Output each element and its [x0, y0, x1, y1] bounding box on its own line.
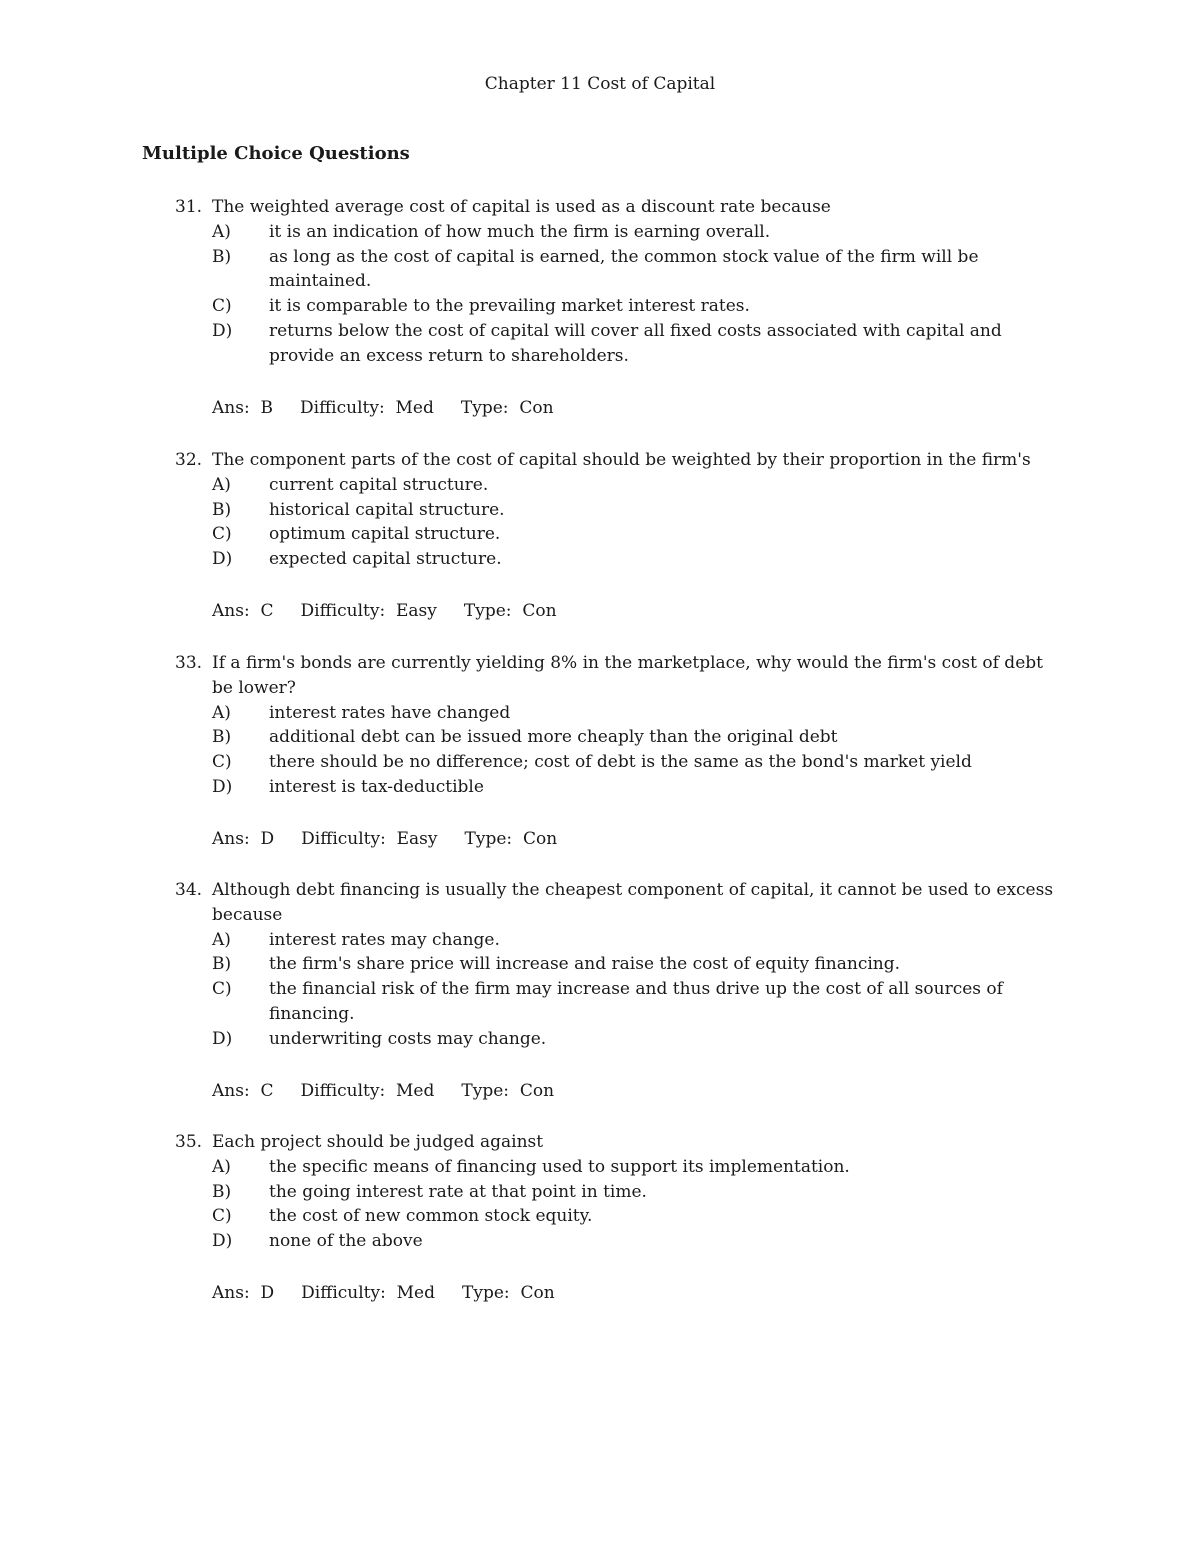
option-letter: D)	[212, 549, 233, 570]
ans-label: Ans:	[212, 1282, 250, 1303]
option-text: interest rates have changed	[269, 702, 511, 723]
question-number: 34.	[175, 880, 203, 900]
option-a	[212, 701, 1065, 726]
option-text: it is comparable to the prevailing market interest rates.	[269, 296, 750, 317]
option-text: none of the above	[269, 1231, 423, 1252]
ans-label: Ans:	[212, 828, 250, 849]
ans-value: B	[260, 397, 273, 418]
answer-line	[212, 396, 1065, 421]
option-b	[212, 725, 1065, 750]
ans-value: D	[260, 828, 275, 849]
type-label: Type:	[460, 397, 509, 418]
option-letter: B)	[212, 727, 232, 748]
option-a	[212, 473, 1065, 498]
type-label: Type:	[463, 600, 512, 621]
option-letter: A)	[212, 702, 231, 723]
option-letter: B)	[212, 1181, 232, 1202]
options-list	[212, 928, 1065, 1052]
question-31	[175, 195, 1065, 420]
options-list	[212, 220, 1065, 369]
difficulty-value: Easy	[396, 828, 438, 849]
option-letter: A)	[212, 1156, 231, 1177]
option-text: there should be no difference; cost of debt is the same as the bond's market yield	[269, 752, 972, 773]
option-text: historical capital structure.	[269, 499, 505, 520]
chapter-title: Chapter 11 Cost of Capital	[484, 74, 716, 94]
option-text: returns below the cost of capital will cover all fixed costs associated with capital and provide an excess return to shareholders.	[269, 320, 1002, 366]
question-text: If a firm's bonds are currently yielding 8% in the marketplace, why would the firm's cost of debt be lower?	[212, 653, 1043, 698]
option-text: additional debt can be issued more cheaply than the original debt	[269, 727, 838, 748]
difficulty-value: Easy	[396, 600, 437, 621]
question-number: 31.	[175, 197, 203, 217]
option-letter: C)	[212, 524, 232, 545]
options-list	[212, 701, 1065, 800]
question-text: Although debt financing is usually the cheapest component of capital, it cannot be used to excess because	[212, 880, 1054, 925]
option-b	[212, 245, 1065, 295]
question-number: 35.	[175, 1132, 203, 1152]
type-value: Con	[522, 828, 558, 849]
option-text: current capital structure.	[269, 474, 489, 495]
option-letter: A)	[212, 221, 231, 242]
option-letter: C)	[212, 1206, 232, 1227]
difficulty-label: Difficulty:	[301, 828, 386, 849]
option-text: underwriting costs may change.	[269, 1028, 547, 1049]
section-heading: Multiple Choice Questions	[142, 143, 410, 164]
option-c	[212, 750, 1065, 775]
type-label: Type:	[462, 1282, 510, 1303]
difficulty-label: Difficulty:	[300, 1080, 386, 1101]
option-text: the specific means of financing used to support its implementation.	[269, 1156, 850, 1177]
ans-value: C	[260, 600, 274, 621]
option-c	[212, 294, 1065, 319]
difficulty-value: Med	[395, 397, 434, 418]
options-list	[212, 473, 1065, 572]
options-list	[212, 1155, 1065, 1254]
option-d	[212, 547, 1065, 572]
ans-label: Ans:	[212, 600, 250, 621]
option-letter: A)	[212, 929, 231, 950]
option-text: interest rates may change.	[269, 929, 500, 950]
option-letter: B)	[212, 246, 232, 267]
option-text: as long as the cost of capital is earned, the common stock value of the firm will be maintained.	[269, 246, 979, 292]
option-b	[212, 952, 1065, 977]
option-text: the financial risk of the firm may increase and thus drive up the cost of all sources of financing.	[269, 979, 1003, 1024]
option-letter: D)	[212, 776, 233, 797]
question-33	[175, 651, 1065, 852]
question-text: Each project should be judged against	[212, 1132, 544, 1152]
option-b	[212, 498, 1065, 523]
question-number: 32.	[175, 450, 203, 470]
option-c	[212, 977, 1065, 1027]
question-35	[175, 1130, 1065, 1306]
type-value: Con	[519, 397, 554, 418]
answer-line	[212, 1281, 1065, 1306]
option-letter: C)	[212, 296, 232, 317]
type-value: Con	[522, 600, 557, 621]
difficulty-label: Difficulty:	[300, 600, 386, 621]
answer-line	[212, 1079, 1065, 1104]
type-value: Con	[520, 1282, 555, 1303]
ans-value: C	[260, 1080, 274, 1101]
question-text: The weighted average cost of capital is used as a discount rate because	[212, 197, 831, 217]
answer-line	[212, 599, 1065, 624]
option-text: the firm's share price will increase and raise the cost of equity financing.	[269, 954, 901, 975]
option-text: it is an indication of how much the firm is earning overall.	[269, 221, 771, 242]
type-value: Con	[519, 1080, 555, 1101]
option-text: the going interest rate at that point in time.	[269, 1181, 647, 1202]
option-c	[212, 522, 1065, 547]
difficulty-label: Difficulty:	[300, 397, 385, 418]
option-letter: B)	[212, 954, 232, 975]
option-a	[212, 220, 1065, 245]
option-letter: C)	[212, 752, 232, 773]
option-a	[212, 928, 1065, 953]
answer-line	[212, 827, 1065, 852]
option-letter: C)	[212, 979, 232, 1000]
option-text: the cost of new common stock equity.	[269, 1206, 593, 1227]
difficulty-label: Difficulty:	[301, 1282, 386, 1303]
option-b	[212, 1180, 1065, 1205]
question-number: 33.	[175, 653, 203, 673]
question-34	[175, 878, 1065, 1103]
option-letter: A)	[212, 474, 231, 495]
option-text: expected capital structure.	[269, 549, 502, 570]
option-text: optimum capital structure.	[269, 524, 501, 545]
option-d	[212, 319, 1065, 369]
option-d	[212, 775, 1065, 800]
option-d	[212, 1027, 1065, 1052]
difficulty-value: Med	[396, 1282, 435, 1303]
ans-label: Ans:	[212, 397, 250, 418]
option-text: interest is tax-deductible	[269, 776, 484, 797]
option-letter: B)	[212, 499, 232, 520]
option-d	[212, 1229, 1065, 1254]
option-a	[212, 1155, 1065, 1180]
question-32	[175, 448, 1065, 624]
ans-value: D	[260, 1282, 275, 1303]
type-label: Type:	[464, 828, 513, 849]
difficulty-value: Med	[396, 1080, 435, 1101]
type-label: Type:	[461, 1080, 510, 1101]
ans-label: Ans:	[212, 1080, 250, 1101]
question-text: The component parts of the cost of capital should be weighted by their proportion in the firm's	[212, 450, 1031, 470]
option-c	[212, 1204, 1065, 1229]
option-letter: D)	[212, 1028, 233, 1049]
option-letter: D)	[212, 1231, 233, 1252]
option-letter: D)	[212, 320, 233, 341]
